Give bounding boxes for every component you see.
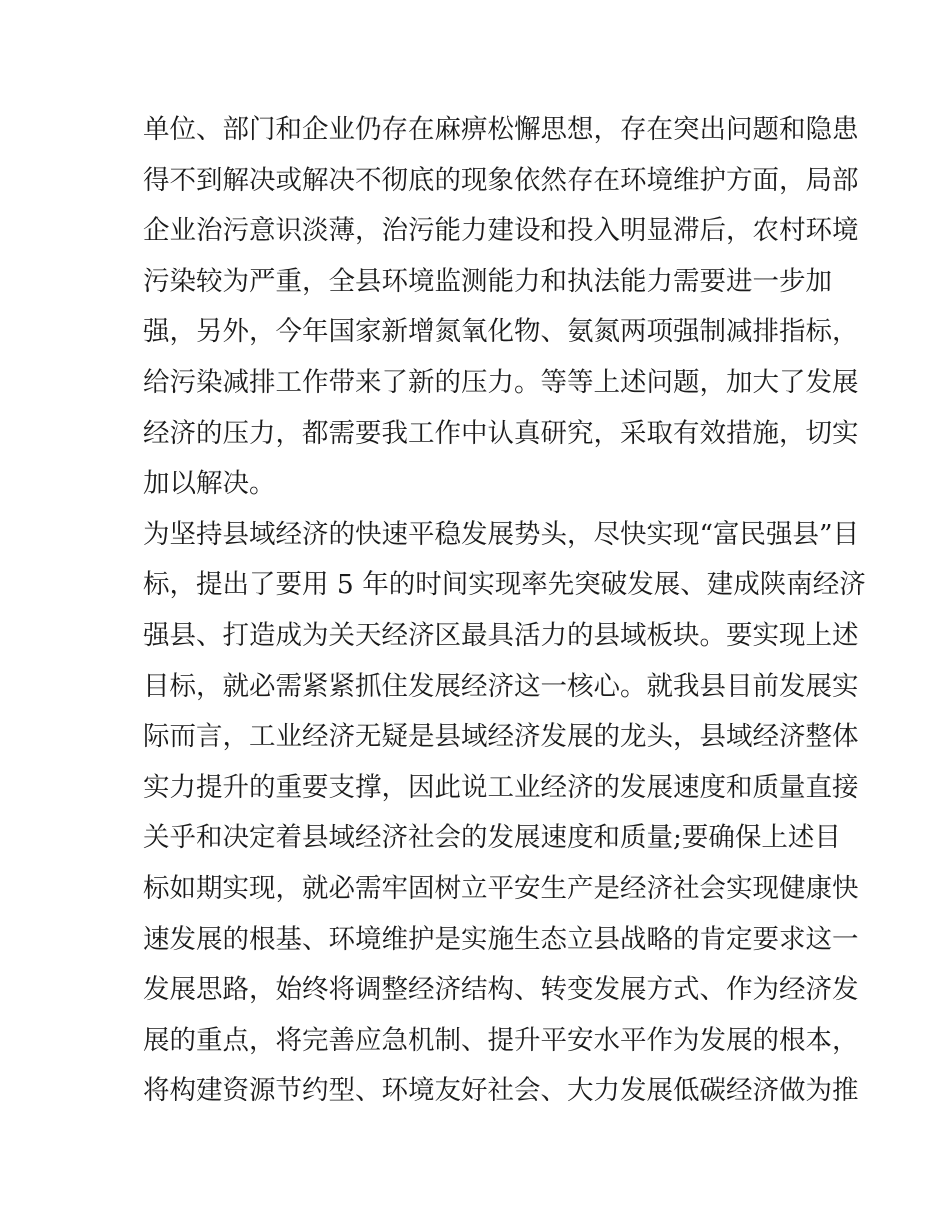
document-page <box>143 105 866 1117</box>
text-line: 单位、部门和企业仍存在麻痹松懈思想，存在突出问题和隐患 <box>143 114 859 145</box>
text-line: 标如期实现，就必需牢固树立平安生产是经济社会实现健康快 <box>143 872 859 904</box>
text-line: 经济的压力，都需要我工作中认真研究，采取有效措施，切实 <box>143 417 859 449</box>
text-line: 际而言，工业经济无疑是县域经济发展的龙头，县域经济整体 <box>143 721 859 753</box>
text-line: 得不到解决或解决不彻底的现象依然存在环境维护方面，局部 <box>143 164 859 196</box>
text-line: 展的重点，将完善应急机制、提升平安水平作为发展的根本， <box>143 1024 859 1056</box>
text-line: 目标，就必需紧紧抓住发展经济这一核心。就我县目前发展实 <box>143 670 859 702</box>
text-line: 发展思路，始终将调整经济结构、转变发展方式、作为经济发 <box>143 974 859 1006</box>
text-line: 实力提升的重要支撑，因此说工业经济的发展速度和质量直接 <box>143 771 859 803</box>
text-line: 企业治污意识淡薄，治污能力建设和投入明显滞后，农村环境 <box>143 215 859 247</box>
text-line: 为坚持县域经济的快速平稳发展势头，尽快实现“富民强县”目 <box>143 518 860 550</box>
text-line: 污染较为严重，全县环境监测能力和执法能力需要进一步加 <box>143 265 832 297</box>
text-line: 强县、打造成为关天经济区最具活力的县域板块。要实现上述 <box>143 619 859 651</box>
text-line: 速发展的根基、环境维护是实施生态立县战略的肯定要求这一 <box>143 923 859 955</box>
text-line: 将构建资源节约型、环境友好社会、大力发展低碳经济做为推 <box>143 1075 859 1107</box>
text-line: 强，另外，今年国家新增氮氧化物、氨氮两项强制减排指标， <box>143 316 859 348</box>
paragraph-1 <box>143 105 859 510</box>
paragraph-2 <box>143 510 866 1117</box>
text-line: 标，提出了要用 5 年的时间实现率先突破发展、建成陕南经济 <box>143 569 866 601</box>
text-line: 关乎和决定着县域经济社会的发展速度和质量;要确保上述目 <box>143 822 841 854</box>
text-line: 给污染减排工作带来了新的压力。等等上述问题，加大了发展 <box>143 366 859 398</box>
text-line: 加以解决。 <box>143 468 276 500</box>
